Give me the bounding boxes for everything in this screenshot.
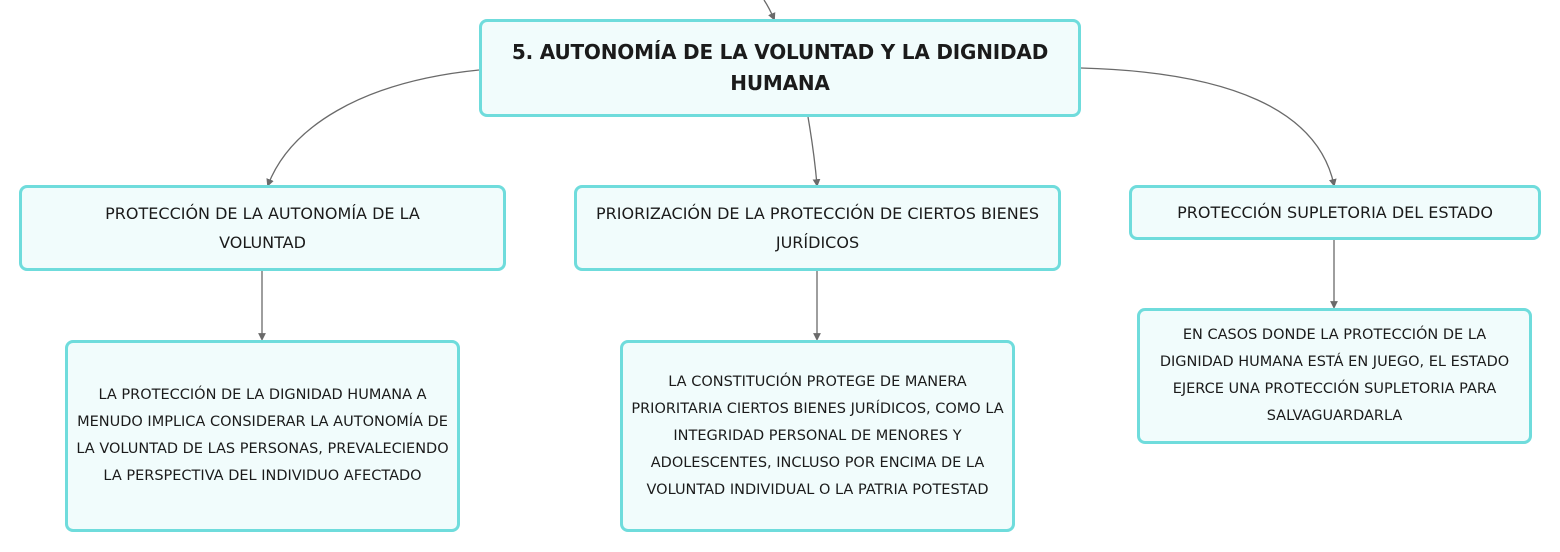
connector-root-branch-1 <box>268 70 479 185</box>
subtopic-priorizacion-detail[interactable] <box>620 340 1015 532</box>
subtopic-supletoria-detail[interactable] <box>1137 308 1532 444</box>
subtopic-label: EN CASOS DONDE LA PROTECCIÓN DE LA DIGNIDAD HUMANA ESTÁ EN JUEGO, EL ESTADO EJERCE UNA PROTECCIÓN SUPLETORIA PARA SALVAGUARDARLA <box>1159 327 1510 424</box>
branch-topic-supletoria[interactable] <box>1129 185 1541 240</box>
subtopic-autonomia-detail[interactable] <box>65 340 460 532</box>
root-topic-label: 5. AUTONOMÍA DE LA VOLUNTAD Y LA DIGNIDAD HUMANA <box>511 40 1049 95</box>
connector-root-branch-3 <box>1081 68 1334 185</box>
branch-topic-priorizacion[interactable] <box>574 185 1061 271</box>
subtopic-label: LA CONSTITUCIÓN PROTEGE DE MANERA PRIORITARIA CIERTOS BIENES JURÍDICOS, COMO LA INTEGRIDAD PERSONAL DE MENORES Y ADOLESCENTES, INCLUSO POR ENCIMA DE LA VOLUNTAD INDIVIDUAL O LA PATRIA POTESTAD <box>631 373 1004 498</box>
branch-topic-autonomia[interactable] <box>19 185 506 271</box>
incoming-connector <box>764 0 774 19</box>
root-topic[interactable] <box>479 19 1081 117</box>
branch-topic-label: PROTECCIÓN SUPLETORIA DEL ESTADO <box>1177 203 1493 222</box>
subtopic-label: LA PROTECCIÓN DE LA DIGNIDAD HUMANA A MENUDO IMPLICA CONSIDERAR LA AUTONOMÍA DE LA VOLUNTAD DE LAS PERSONAS, PREVALECIENDO LA PERSPECTIVA DEL INDIVIDUO AFECTADO <box>76 387 449 484</box>
connector-root-branch-2 <box>808 117 817 185</box>
branch-topic-label: PROTECCIÓN DE LA AUTONOMÍA DE LA VOLUNTAD <box>105 204 420 252</box>
branch-topic-label: PRIORIZACIÓN DE LA PROTECCIÓN DE CIERTOS BIENES JURÍDICOS <box>596 204 1039 252</box>
